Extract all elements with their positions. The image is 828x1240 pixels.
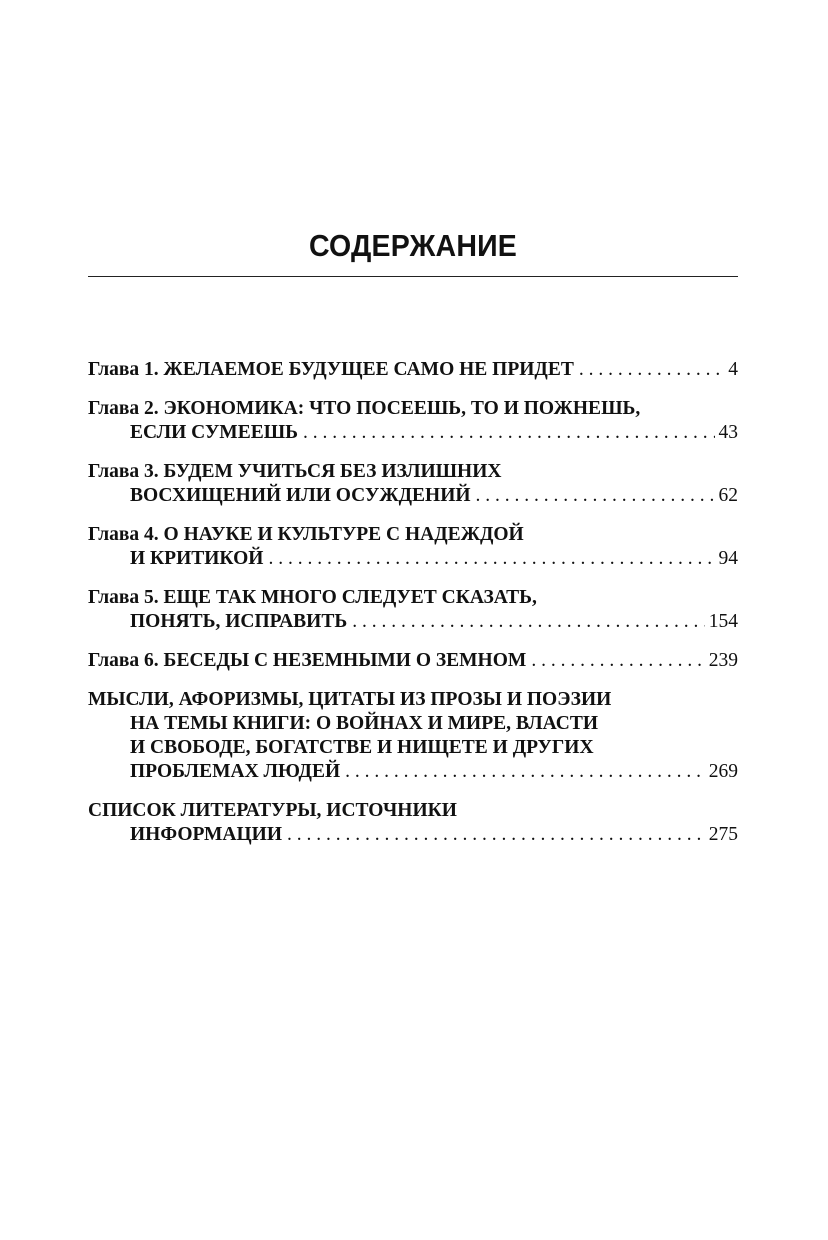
toc-entry-line: Глава 4. О НАУКЕ И КУЛЬТУРЕ С НАДЕЖДОЙ: [88, 524, 524, 545]
toc-entry-line: Глава 2. ЭКОНОМИКА: ЧТО ПОСЕЕШЬ, ТО И ПОЖНЕШЬ,: [88, 398, 641, 419]
toc-entry-line: [88, 358, 738, 382]
table-of-contents: [88, 358, 738, 862]
title-rule: [88, 276, 738, 277]
toc-page-number: 239: [708, 650, 738, 671]
toc-entry-line: Глава 5. ЕЩЕ ТАК МНОГО СЛЕДУЕТ СКАЗАТЬ,: [88, 587, 537, 608]
toc-entry: [88, 586, 738, 634]
toc-entry-text: И КРИТИКОЙ: [130, 548, 264, 569]
dot-leader: [579, 358, 724, 382]
toc-page-number: 43: [718, 422, 738, 443]
toc-page-number: 94: [718, 548, 738, 569]
toc-page-number: 154: [708, 611, 738, 632]
page-title: СОДЕРЖАНИЕ: [308, 228, 518, 263]
toc-page-number: 269: [708, 761, 738, 782]
toc-entry-line: [88, 421, 738, 445]
dot-leader: [352, 610, 705, 634]
toc-entry-line: [88, 610, 738, 634]
dot-leader: [287, 823, 705, 847]
toc-page-number: 4: [728, 359, 738, 380]
toc-entry-line: [88, 547, 738, 571]
toc-entry-text: Глава 1. ЖЕЛАЕМОЕ БУДУЩЕЕ САМО НЕ ПРИДЕТ: [88, 359, 574, 380]
toc-entry-line: МЫСЛИ, АФОРИЗМЫ, ЦИТАТЫ ИЗ ПРОЗЫ И ПОЭЗИИ: [88, 689, 612, 710]
dot-leader: [476, 484, 715, 508]
toc-entry: [88, 688, 738, 784]
toc-entry-line: Глава 3. БУДЕМ УЧИТЬСЯ БЕЗ ИЗЛИШНИХ: [88, 461, 502, 482]
toc-entry-line: [88, 649, 738, 673]
dot-leader: [345, 760, 705, 784]
toc-entry: [88, 358, 738, 382]
toc-entry-text: Глава 6. БЕСЕДЫ С НЕЗЕМНЫМИ О ЗЕМНОМ: [88, 650, 527, 671]
toc-entry: [88, 649, 738, 673]
toc-entry: [88, 523, 738, 571]
toc-entry-text: ВОСХИЩЕНИЙ ИЛИ ОСУЖДЕНИЙ: [130, 485, 471, 506]
toc-entry-line: И СВОБОДЕ, БОГАТСТВЕ И НИЩЕТЕ И ДРУГИХ: [130, 737, 594, 758]
dot-leader: [303, 421, 714, 445]
toc-entry: [88, 460, 738, 508]
dot-leader: [531, 649, 704, 673]
toc-page-number: 275: [708, 824, 738, 845]
toc-page-number: 62: [718, 485, 738, 506]
toc-entry-text: ПРОБЛЕМАХ ЛЮДЕЙ: [130, 761, 341, 782]
dot-leader: [268, 547, 714, 571]
toc-entry: [88, 397, 738, 445]
toc-entry-line: СПИСОК ЛИТЕРАТУРЫ, ИСТОЧНИКИ: [88, 800, 457, 821]
toc-entry-line: [88, 823, 738, 847]
toc-entry-line: [88, 760, 738, 784]
toc-entry: [88, 799, 738, 847]
toc-entry-line: [88, 484, 738, 508]
toc-entry-line: НА ТЕМЫ КНИГИ: О ВОЙНАХ И МИРЕ, ВЛАСТИ: [130, 713, 599, 734]
toc-entry-text: ПОНЯТЬ, ИСПРАВИТЬ: [130, 611, 348, 632]
toc-entry-text: ИНФОРМАЦИИ: [130, 824, 283, 845]
toc-entry-text: ЕСЛИ СУМЕЕШЬ: [130, 422, 299, 443]
